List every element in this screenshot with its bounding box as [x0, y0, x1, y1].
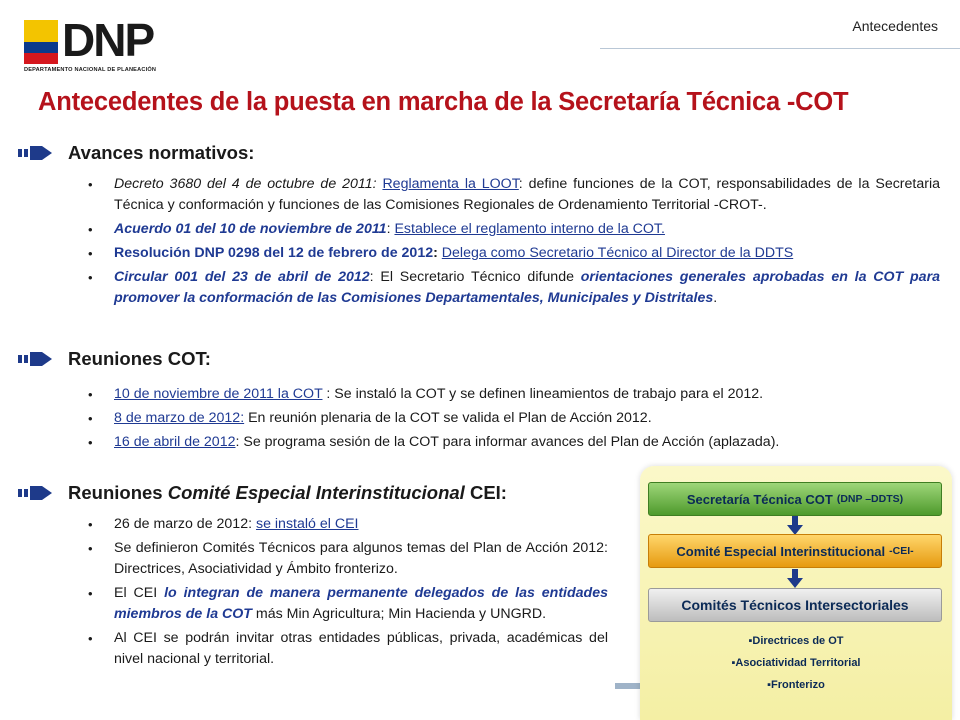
list-item: ▪Asociatividad Territorial — [731, 657, 861, 669]
structure-diagram — [640, 466, 952, 720]
list-item: ▪Fronterizo — [767, 679, 825, 691]
list-item: ▪Directrices de OT — [748, 635, 844, 647]
link[interactable]: Delega como Secretario Técnico al Director de la DDTS — [441, 245, 794, 261]
box-secretaria-tecnica: Secretaría Técnica COT (DNP –DDTS) — [648, 482, 942, 516]
section-title: Avances normativos: — [68, 142, 255, 163]
section-title: Reuniones Comité Especial Interinstitucional CEI: — [68, 482, 507, 503]
decorative-bar — [615, 683, 641, 689]
header-divider — [600, 48, 960, 49]
box-comites-tecnicos: Comités Técnicos Intersectoriales — [648, 588, 942, 622]
arrow-down-icon — [785, 569, 805, 589]
list-item: • 10 de noviembre de 2011 la COT : Se instaló la COT y se definen lineamientos de trabajo para el 2012. — [82, 384, 940, 405]
link[interactable]: 8 de marzo de 2012: — [114, 410, 245, 426]
list-item: • El CEI lo integran de manera permanente delegados de las entidades miembros de la COT más Min Agricultura; Min Hacienda y UNGRD. — [82, 583, 608, 625]
link[interactable]: Reglamenta la LOOT — [382, 176, 519, 192]
colombia-flag-icon — [24, 20, 58, 64]
reuniones-list — [82, 384, 940, 456]
list-item: • Al CEI se podrán invitar otras entidades públicas, privada, académicas del nivel nacional y territorial. — [82, 628, 608, 670]
link[interactable]: 10 de noviembre de 2011 la COT — [114, 386, 323, 402]
link[interactable]: se instaló el CEI — [255, 516, 359, 532]
arrow-down-icon — [785, 516, 805, 536]
section-title: Reuniones COT: — [68, 348, 211, 369]
section-normativos — [18, 140, 255, 166]
arrow-right-icon — [18, 348, 54, 370]
link[interactable]: Establece el reglamento interno de la COT. — [394, 221, 665, 237]
box-comite-especial: Comité Especial Interinstitucional -CEI- — [648, 534, 942, 568]
list-item: • Resolución DNP 0298 del 12 de febrero de 2012: Delega como Secretario Técnico al Director de la DDTS — [82, 243, 940, 264]
list-item: • Se definieron Comités Técnicos para algunos temas del Plan de Acción 2012: Directrices, Asociatividad y Ámbito fronterizo. — [82, 538, 608, 580]
dnp-logo — [24, 14, 184, 73]
section-reuniones — [18, 346, 211, 372]
list-item: • Decreto 3680 del 4 de octubre de 2011: Reglamenta la LOOT: define funciones de la COT, responsabilidades de la Secretaria Técnica y conformación y funciones de las Comisiones Regionales de Ordenamiento Territorial -CROT-. — [82, 174, 940, 216]
list-item: • Acuerdo 01 del 10 de noviembre de 2011: Establece el reglamento interno de la COT. — [82, 219, 940, 240]
section-tag: Antecedentes — [852, 18, 938, 34]
arrow-right-icon — [18, 142, 54, 164]
list-item: • 16 de abril de 2012: Se programa sesión de la COT para informar avances del Plan de Acción (aplazada). — [82, 432, 940, 453]
page-title: Antecedentes de la puesta en marcha de la Secretaría Técnica -COT — [38, 88, 849, 116]
normativos-list — [82, 174, 940, 312]
cei-list — [82, 514, 608, 673]
logo-subtitle: DEPARTAMENTO NACIONAL DE PLANEACIÓN — [24, 67, 157, 73]
section-cei — [18, 480, 507, 506]
logo-text: DNP — [62, 14, 154, 66]
link[interactable]: 16 de abril de 2012 — [114, 434, 236, 450]
comites-list — [640, 630, 952, 696]
list-item: • 8 de marzo de 2012: En reunión plenaria de la COT se valida el Plan de Acción 2012. — [82, 408, 940, 429]
arrow-right-icon — [18, 482, 54, 504]
list-item: • 26 de marzo de 2012: se instaló el CEI — [82, 514, 608, 535]
list-item: • Circular 001 del 23 de abril de 2012: El Secretario Técnico difunde orientaciones generales aprobadas en la COT para promover la conformación de las Comisiones Departamentales, Municipales y Distritales. — [82, 267, 940, 309]
